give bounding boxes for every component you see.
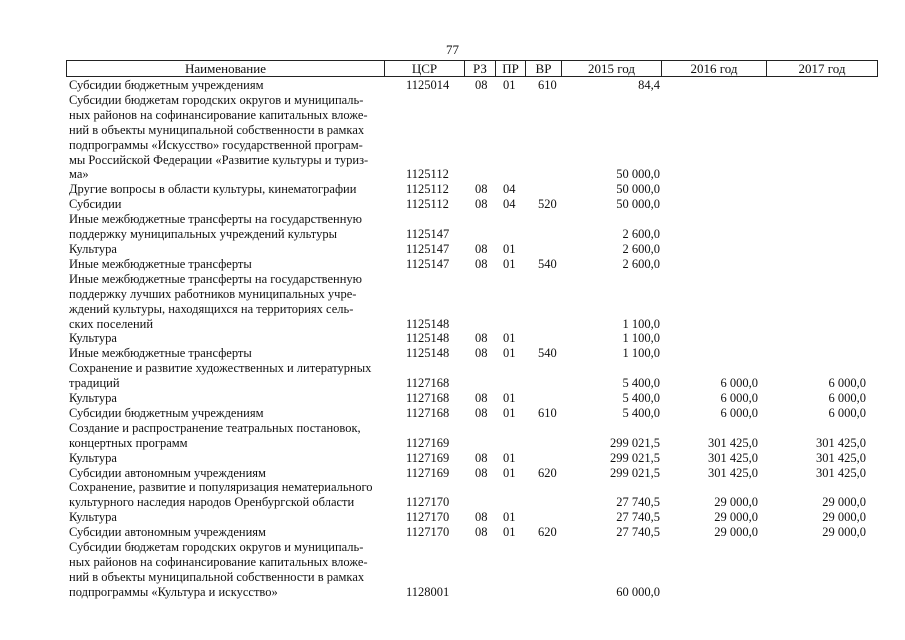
table-row	[66, 346, 878, 361]
cell-rz: 08	[475, 525, 488, 540]
col-vr-header: ВР	[526, 61, 562, 76]
cell-rz: 08	[475, 465, 488, 480]
cell-y2017: 6 000,0	[828, 405, 866, 420]
cell-y2015: 1 100,0	[622, 346, 660, 361]
cell-y2016: 6 000,0	[720, 391, 758, 406]
cell-csr: 1127169	[406, 450, 450, 465]
cell-csr: 1127170	[406, 495, 450, 510]
row-name-line: Сохранение и развитие художественных и литературных	[69, 361, 372, 376]
cell-y2015: 50 000,0	[616, 197, 660, 212]
row-name-line: Субсидии автономным учреждениям	[69, 525, 266, 540]
col-2017-header: 2017 год	[798, 61, 846, 76]
cell-y2015: 299 021,5	[610, 450, 660, 465]
row-name-line: Иные межбюджетные трансферты	[69, 346, 252, 361]
cell-rz: 08	[475, 405, 488, 420]
cell-csr: 1125014	[406, 78, 450, 92]
cell-y2015: 299 021,5	[610, 465, 660, 480]
row-name-line: ждений культуры, находящихся на территориях сель-	[69, 301, 354, 316]
table-row	[66, 421, 878, 451]
cell-vr: 620	[538, 525, 557, 540]
row-name	[66, 480, 387, 510]
cell-y2015: 2 600,0	[622, 241, 660, 256]
cell-vr: 520	[538, 197, 557, 212]
cell-rz: 08	[475, 391, 488, 406]
row-name	[66, 93, 387, 182]
table-row	[66, 331, 878, 346]
row-name	[66, 182, 387, 197]
cell-csr: 1125112	[406, 167, 449, 182]
cell-y2017: 29 000,0	[822, 510, 866, 525]
cell-y2017: 301 425,0	[816, 465, 866, 480]
row-name-line: Субсидии бюджетным учреждениям	[69, 78, 264, 92]
row-name-line: ных районов на софинансирование капитальных вложе-	[69, 107, 368, 122]
cell-pr: 01	[503, 405, 516, 420]
cell-y2016: 301 425,0	[708, 450, 758, 465]
table-row	[66, 361, 878, 391]
row-name	[66, 525, 387, 540]
cell-pr: 01	[503, 391, 516, 406]
cell-pr: 01	[503, 525, 516, 540]
cell-pr: 04	[503, 182, 516, 197]
row-name	[66, 391, 387, 406]
table-row	[66, 242, 878, 257]
cell-csr: 1125112	[406, 197, 449, 212]
col-name-header: Наименование	[67, 61, 385, 76]
cell-csr: 1127168	[406, 376, 450, 391]
row-name-line: Иные межбюджетные трансферты	[69, 256, 252, 271]
col-pr-header: ПР	[496, 61, 526, 76]
col-2015-header: 2015 год	[562, 61, 662, 76]
row-name-line: Культура	[69, 331, 117, 346]
row-name	[66, 197, 387, 212]
row-name-line: Создание и распространение театральных постановок,	[69, 420, 361, 435]
row-name	[66, 406, 387, 421]
table-row	[66, 525, 878, 540]
row-name-line: подпрограммы «Искусство» государственной програм-	[69, 137, 363, 152]
table-row	[66, 272, 878, 332]
table-row	[66, 540, 878, 600]
cell-y2015: 60 000,0	[616, 584, 660, 599]
row-name-line: ных районов на софинансирование капитальных вложе-	[69, 555, 368, 569]
row-name-line: ских поселений	[69, 316, 154, 331]
cell-rz: 08	[475, 256, 488, 271]
cell-csr: 1125147	[406, 241, 450, 256]
row-name-line: ма»	[69, 167, 89, 182]
cell-csr: 1127168	[406, 405, 450, 420]
cell-vr: 610	[538, 78, 557, 92]
cell-csr: 1125148	[406, 331, 450, 346]
cell-csr: 1128001	[406, 584, 450, 599]
cell-csr: 1127169	[406, 465, 450, 480]
table-row	[66, 451, 878, 466]
row-name-line: ний в объекты муниципальной собственности в рамках	[69, 569, 365, 584]
row-name-line: Культура	[69, 450, 117, 465]
cell-y2015: 27 740,5	[616, 495, 660, 510]
cell-y2015: 2 600,0	[622, 227, 660, 242]
row-name	[66, 510, 387, 525]
row-name	[66, 540, 387, 600]
row-name	[66, 421, 387, 451]
row-name-line: ний в объекты муниципальной собственности в рамках	[69, 122, 365, 137]
cell-y2017: 301 425,0	[816, 435, 866, 450]
row-name-line: поддержку лучших работников муниципальных учре-	[69, 286, 357, 301]
row-name	[66, 346, 387, 361]
cell-rz: 08	[475, 241, 488, 256]
row-name-line: подпрограммы «Культура и искусство»	[69, 584, 278, 599]
row-name	[66, 466, 387, 481]
cell-pr: 01	[503, 510, 516, 525]
table-row	[66, 480, 878, 510]
cell-pr: 01	[503, 256, 516, 271]
cell-rz: 08	[475, 346, 488, 361]
row-name-line: Субсидии бюджетам городских округов и муниципаль-	[69, 92, 364, 107]
col-csr-header: ЦСР	[385, 61, 465, 76]
cell-y2016: 6 000,0	[720, 376, 758, 391]
cell-y2015: 84,4	[638, 78, 660, 92]
row-name-line: Культура	[69, 391, 117, 406]
cell-y2016: 301 425,0	[708, 435, 758, 450]
cell-pr: 01	[503, 78, 516, 92]
cell-y2015: 2 600,0	[622, 256, 660, 271]
cell-vr: 620	[538, 465, 557, 480]
row-name-line: Иные межбюджетные трансферты на государственную	[69, 271, 363, 286]
cell-y2016: 29 000,0	[714, 525, 758, 540]
cell-y2017: 29 000,0	[822, 525, 866, 540]
cell-y2015: 5 400,0	[622, 405, 660, 420]
cell-y2015: 299 021,5	[610, 435, 660, 450]
row-name-line: традиций	[69, 376, 120, 391]
table-row	[66, 182, 878, 197]
table-row	[66, 212, 878, 242]
row-name-line: мы Российской Федерации «Развитие культуры и туриз-	[69, 152, 369, 167]
cell-y2015: 50 000,0	[616, 182, 660, 197]
cell-vr: 610	[538, 405, 557, 420]
row-name	[66, 272, 387, 332]
cell-csr: 1125148	[406, 346, 450, 361]
cell-pr: 01	[503, 331, 516, 346]
cell-y2015: 1 100,0	[622, 316, 660, 331]
cell-csr: 1125112	[406, 182, 449, 197]
cell-csr: 1125148	[406, 316, 450, 331]
table-row	[66, 197, 878, 212]
table-row	[66, 466, 878, 481]
cell-pr: 01	[503, 346, 516, 361]
row-name-line: Субсидии автономным учреждениям	[69, 465, 266, 480]
table-body	[66, 78, 878, 600]
row-name-line: Культура	[69, 510, 117, 525]
row-name-line: Сохранение, развитие и популяризация нематериального	[69, 480, 373, 495]
page-number: 77	[446, 42, 459, 57]
col-rz-header: РЗ	[465, 61, 496, 76]
cell-csr: 1127169	[406, 435, 450, 450]
cell-rz: 08	[475, 510, 488, 525]
table-row	[66, 406, 878, 421]
row-name-line: Культура	[69, 241, 117, 256]
row-name	[66, 78, 387, 93]
cell-csr: 1125147	[406, 227, 450, 242]
cell-rz: 08	[475, 450, 488, 465]
cell-y2016: 301 425,0	[708, 465, 758, 480]
row-name-line: концертных программ	[69, 435, 188, 450]
cell-csr: 1127170	[406, 510, 450, 525]
cell-csr: 1125147	[406, 256, 450, 271]
row-name	[66, 451, 387, 466]
table-header	[66, 60, 878, 77]
cell-vr: 540	[538, 346, 557, 361]
row-name	[66, 331, 387, 346]
cell-rz: 08	[475, 331, 488, 346]
cell-pr: 01	[503, 450, 516, 465]
cell-y2016: 6 000,0	[720, 405, 758, 420]
row-name-line: Другие вопросы в области культуры, кинематографии	[69, 182, 357, 197]
row-name	[66, 242, 387, 257]
cell-y2017: 29 000,0	[822, 495, 866, 510]
table-row	[66, 78, 878, 93]
table-row	[66, 93, 878, 182]
cell-y2017: 6 000,0	[828, 391, 866, 406]
cell-pr: 01	[503, 241, 516, 256]
cell-y2016: 29 000,0	[714, 510, 758, 525]
cell-pr: 01	[503, 465, 516, 480]
row-name-line: Субсидии бюджетным учреждениям	[69, 405, 264, 420]
row-name-line: Субсидии	[69, 197, 122, 212]
cell-y2017: 301 425,0	[816, 450, 866, 465]
cell-y2016: 29 000,0	[714, 495, 758, 510]
row-name	[66, 257, 387, 272]
cell-rz: 08	[475, 197, 488, 212]
row-name	[66, 361, 387, 391]
row-name	[66, 212, 387, 242]
row-name-line: поддержку муниципальных учреждений культуры	[69, 227, 337, 242]
cell-rz: 08	[475, 182, 488, 197]
cell-rz: 08	[475, 78, 488, 92]
cell-csr: 1127168	[406, 391, 450, 406]
row-name-line: Иные межбюджетные трансферты на государственную	[69, 212, 363, 227]
row-name-line: культурного наследия народов Оренбургской области	[69, 495, 355, 510]
cell-csr: 1127170	[406, 525, 450, 540]
cell-y2015: 27 740,5	[616, 525, 660, 540]
cell-y2015: 1 100,0	[622, 331, 660, 346]
cell-y2015: 50 000,0	[616, 167, 660, 182]
cell-y2015: 5 400,0	[622, 391, 660, 406]
row-name-line: Субсидии бюджетам городских округов и муниципаль-	[69, 540, 364, 555]
table-row	[66, 257, 878, 272]
col-2016-header: 2016 год	[662, 61, 767, 76]
cell-vr: 540	[538, 256, 557, 271]
cell-y2015: 27 740,5	[616, 510, 660, 525]
cell-y2017: 6 000,0	[828, 376, 866, 391]
table-row	[66, 391, 878, 406]
cell-y2015: 5 400,0	[622, 376, 660, 391]
table-row	[66, 510, 878, 525]
cell-pr: 04	[503, 197, 516, 212]
